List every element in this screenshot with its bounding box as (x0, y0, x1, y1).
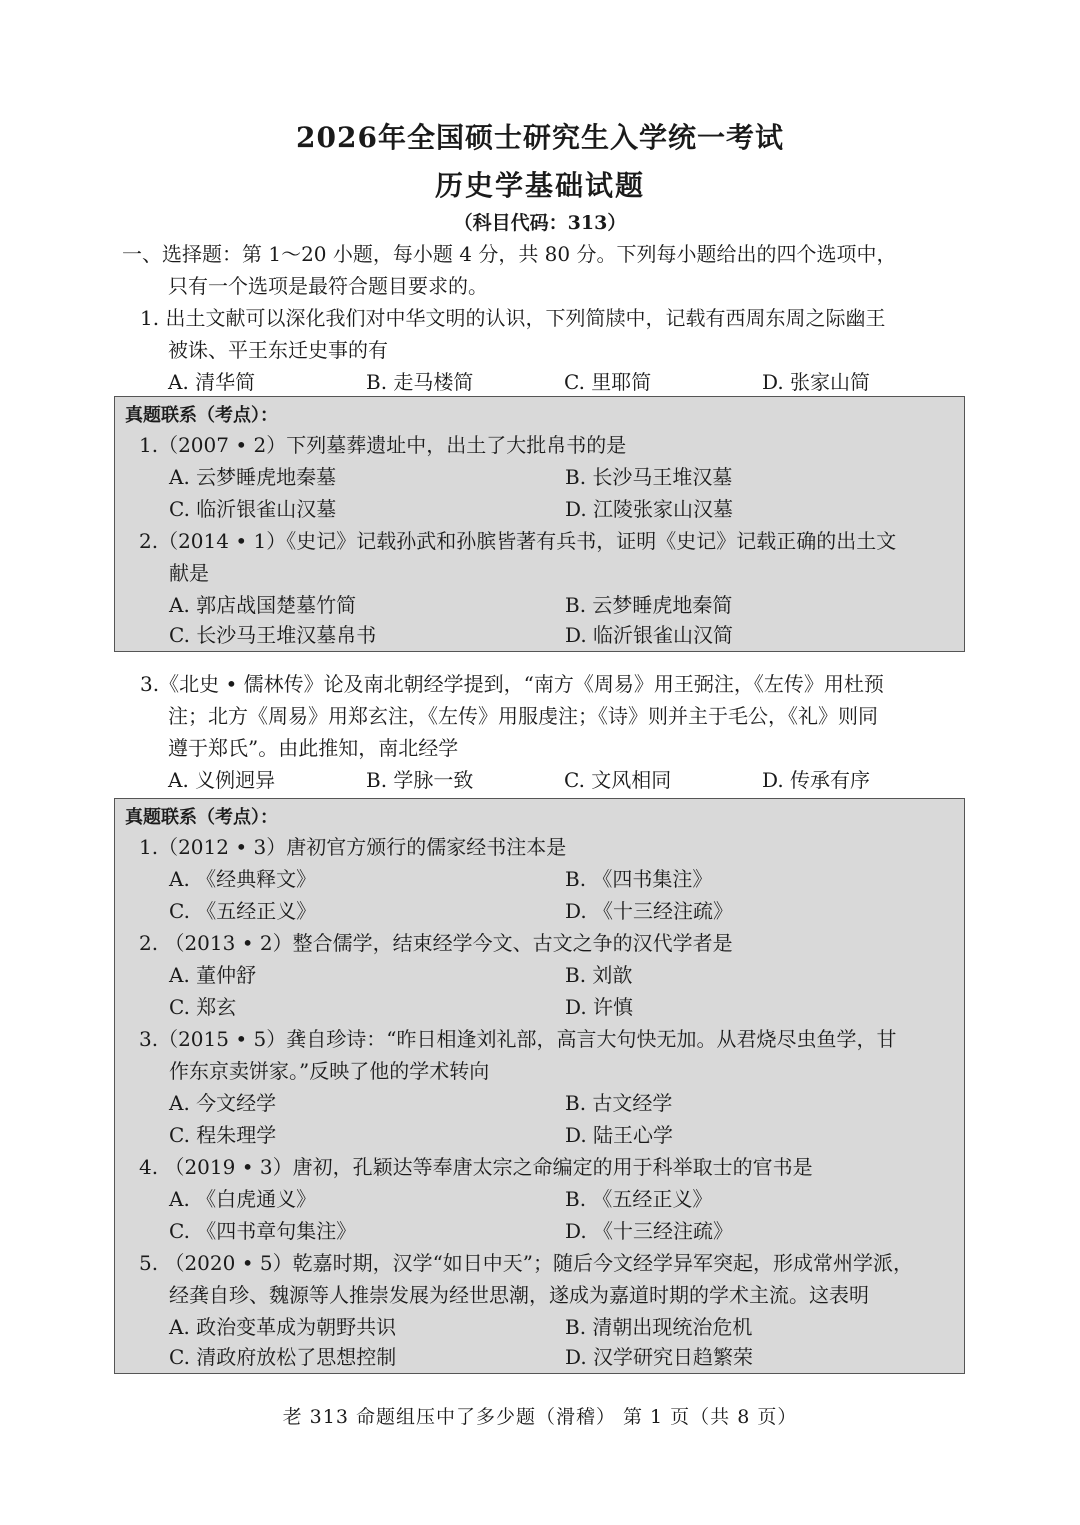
box-2-item-1-option-b: B. 《四书集注》 (565, 867, 713, 891)
question-3-option-a: A. 义例迥异 (168, 768, 276, 792)
question-3-option-b: B. 学脉一致 (366, 768, 474, 792)
section-instruction-line1: 一、选择题：第 1～20 小题，每小题 4 分，共 80 分。下列每小题给出的四个选项中， (122, 242, 897, 266)
question-1-option-c: C. 里耶简 (564, 370, 652, 394)
box-2-item-5-option-b: B. 清朝出现统治危机 (565, 1315, 753, 1339)
box-2-item-4-line1: 4. （2019 • 3）唐初，孔颖达等奉唐太宗之命编定的用于科举取士的官书是 (139, 1155, 813, 1179)
box-2-item-3-option-c: C. 程朱理学 (169, 1123, 277, 1147)
question-3-line1: 3.《北史 • 儒林传》论及南北朝经学提到，“南方《周易》用王弼注，《左传》用杜预 (140, 672, 884, 696)
box-1-item-2-option-b: B. 云梦睡虎地秦简 (565, 593, 733, 617)
exam-title: 2026年全国硕士研究生入学统一考试 (296, 121, 784, 154)
box-1-item-2-option-d: D. 临沂银雀山汉简 (565, 623, 734, 647)
question-1-line2: 被诛、平王东迁史事的有 (168, 338, 388, 362)
box-2-item-5-option-c: C. 清政府放松了思想控制 (169, 1345, 397, 1369)
box-2-item-4-option-b: B. 《五经正义》 (565, 1187, 713, 1211)
box-2-item-3-option-d: D. 陆王心学 (565, 1123, 674, 1147)
box-2-item-5-option-a: A. 政治变革成为朝野共识 (169, 1315, 397, 1339)
box-2-item-3-line1: 3.（2015 • 5）龚自珍诗：“昨日相逢刘礼部，高言大句快无加。从君烧尽虫鱼学，甘 (139, 1027, 897, 1051)
question-1-option-a: A. 清华简 (168, 370, 256, 394)
subject-code: （科目代码：313） (453, 212, 627, 234)
related-questions-box-1 (114, 396, 965, 652)
box-2-item-1-line1: 1.（2012 • 3）唐初官方颁行的儒家经书注本是 (139, 835, 567, 859)
box-2-item-3-option-a: A. 今文经学 (169, 1091, 277, 1115)
box-2-item-4-option-a: A. 《白虎通义》 (169, 1187, 317, 1211)
box-2-item-2-option-b: B. 刘歆 (565, 963, 633, 987)
box-2-item-2-option-d: D. 许慎 (565, 995, 634, 1019)
box-2-item-4-option-c: C. 《四书章句集注》 (169, 1219, 357, 1243)
box-2-item-2-option-c: C. 郑玄 (169, 995, 237, 1019)
box-2-item-1-option-d: D. 《十三经注疏》 (565, 899, 734, 923)
box-1-item-1-option-d: D. 江陵张家山汉墓 (565, 497, 734, 521)
box-1-item-2-option-a: A. 郭店战国楚墓竹简 (169, 593, 357, 617)
question-1-line1: 1. 出土文献可以深化我们对中华文明的认识，下列简牍中，记载有西周东周之际幽王 (140, 306, 886, 330)
question-3-option-c: C. 文风相同 (564, 768, 672, 792)
box-1-item-1-option-a: A. 云梦睡虎地秦墓 (169, 465, 337, 489)
box-1-heading: 真题联系（考点）： (125, 405, 278, 426)
box-1-item-2-line2: 献是 (169, 561, 209, 585)
section-instruction-line2: 只有一个选项是最符合题目要求的。 (168, 274, 488, 298)
box-1-item-2-line1: 2.（2014 • 1）《史记》记载孙武和孙膑皆著有兵书，证明《史记》记载正确的出土文 (139, 529, 897, 553)
question-3-option-d: D. 传承有序 (762, 768, 871, 792)
box-2-item-5-line1: 5. （2020 • 5）乾嘉时期，汉学“如日中天”；随后今文经学异军突起，形成常州学派， (139, 1251, 914, 1275)
box-2-item-5-option-d: D. 汉学研究日趋繁荣 (565, 1345, 754, 1369)
question-1-option-b: B. 走马楼简 (366, 370, 474, 394)
question-3-line3: 遵于郑氏”。由此推知，南北经学 (168, 736, 459, 760)
related-questions-box-2 (114, 798, 965, 1374)
box-1-item-1-option-c: C. 临沂银雀山汉墓 (169, 497, 337, 521)
box-1-item-1-option-b: B. 长沙马王堆汉墓 (565, 465, 733, 489)
page-footer: 老 313 命题组压中了多少题（滑稽） 第 1 页（共 8 页） (282, 1406, 798, 1428)
box-1-item-2-option-c: C. 长沙马王堆汉墓帛书 (169, 623, 377, 647)
box-2-item-1-option-c: C. 《五经正义》 (169, 899, 317, 923)
box-2-heading: 真题联系（考点）： (125, 807, 278, 828)
question-3-line2: 注；北方《周易》用郑玄注，《左传》用服虔注；《诗》则并主于毛公，《礼》则同 (168, 704, 878, 728)
box-2-item-5-line2: 经龚自珍、魏源等人推崇发展为经世思潮，遂成为嘉道时期的学术主流。这表明 (169, 1283, 869, 1307)
question-1-option-d: D. 张家山简 (762, 370, 871, 394)
box-2-item-3-option-b: B. 古文经学 (565, 1091, 673, 1115)
box-2-item-1-option-a: A. 《经典释文》 (169, 867, 317, 891)
box-2-item-3-line2: 作东京卖饼家。”反映了他的学术转向 (169, 1059, 490, 1083)
box-2-item-4-option-d: D. 《十三经注疏》 (565, 1219, 734, 1243)
box-1-item-1-line1: 1.（2007 • 2）下列墓葬遗址中，出土了大批帛书的是 (139, 433, 627, 457)
box-2-item-2-option-a: A. 董仲舒 (169, 963, 257, 987)
box-2-item-2-line1: 2. （2013 • 2）整合儒学，结束经学今文、古文之争的汉代学者是 (139, 931, 733, 955)
exam-subtitle: 历史学基础试题 (434, 169, 645, 202)
